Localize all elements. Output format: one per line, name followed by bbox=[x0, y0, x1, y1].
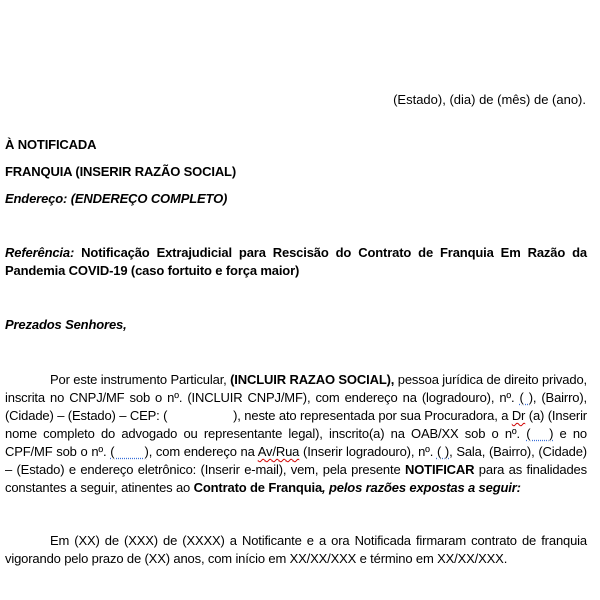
address-label: Endereço: bbox=[5, 191, 68, 206]
address-value: (ENDEREÇO COMPLETO) bbox=[70, 191, 228, 206]
p1-dr: Dr bbox=[511, 408, 526, 423]
p1-text-7: , com endereço na bbox=[148, 444, 258, 459]
p1-contrato: Contrato de Franquia bbox=[193, 480, 323, 495]
recipient-heading: À NOTIFICADA bbox=[5, 137, 97, 152]
p1-blank-number-2: ( ) bbox=[436, 444, 450, 459]
p1-blank-cep bbox=[167, 407, 233, 425]
p1-text-1: Por este instrumento Particular, bbox=[50, 372, 231, 387]
reference-block bbox=[5, 244, 587, 280]
reference-label: Referência: bbox=[5, 245, 75, 260]
p1-notificar: NOTIFICAR bbox=[404, 462, 475, 477]
p1-text-4: ), neste ato representada por sua Procuradora, a bbox=[233, 408, 512, 423]
p1-text-3: , (Bairro), (Cidade) – (Estado) – CEP: ( bbox=[5, 390, 587, 423]
p1-blank-number: ( ) bbox=[519, 390, 533, 405]
p1-blank-cpf: ( ) bbox=[110, 444, 149, 459]
p1-text-10: para as finalidades constantes a seguir, atinentes ao bbox=[5, 462, 587, 495]
salutation: Prezados Senhores, bbox=[5, 317, 127, 332]
recipient-company: FRANQUIA (INSERIR RAZÃO SOCIAL) bbox=[5, 164, 237, 179]
paragraph-1 bbox=[5, 371, 587, 497]
paragraph-2: Em (XX) de (XXX) de (XXXX) a Notificante e a ora Notificada firmaram contrato de franquia vigorando pelo prazo de (XX) anos, com início em XX/XX/XXX e término em XX/XX/XXX. bbox=[5, 533, 587, 566]
p1-company: (INCLUIR RAZAO SOCIAL), bbox=[230, 372, 395, 387]
p1-av-rua: Av/Rua bbox=[257, 444, 300, 459]
p1-text-6: e no CPF/MF sob o nº. bbox=[5, 426, 587, 459]
reference-text: Notificação Extrajudicial para Rescisão do Contrato de Franquia Em Razão da Pandemia COVID-19 (caso fortuito e força maior) bbox=[5, 245, 587, 278]
p1-text-9: , Sala, (Bairro), (Cidade) – (Estado) e endereço eletrônico: (Inserir e-mail), vem, pela presente bbox=[5, 444, 587, 477]
p1-text-2: pessoa jurídica de direito privado, inscrita no CNPJ/MF sob o nº. (INCLUIR CNPJ/MF), com endereço na (logradouro), nº. bbox=[5, 372, 587, 405]
recipient-address bbox=[5, 190, 587, 208]
p1-razoes: , pelos razões expostas a seguir: bbox=[322, 480, 521, 495]
p1-blank-oab: ( ) bbox=[526, 426, 554, 441]
p1-text-8: (Inserir logradouro), nº. bbox=[299, 444, 437, 459]
p1-text-5: (a) (Inserir nome completo do advogado ou representante legal), inscrito(a) na OAB/XX sob o nº. bbox=[5, 408, 587, 441]
date-line: (Estado), (dia) de (mês) de (ano). bbox=[393, 92, 586, 107]
